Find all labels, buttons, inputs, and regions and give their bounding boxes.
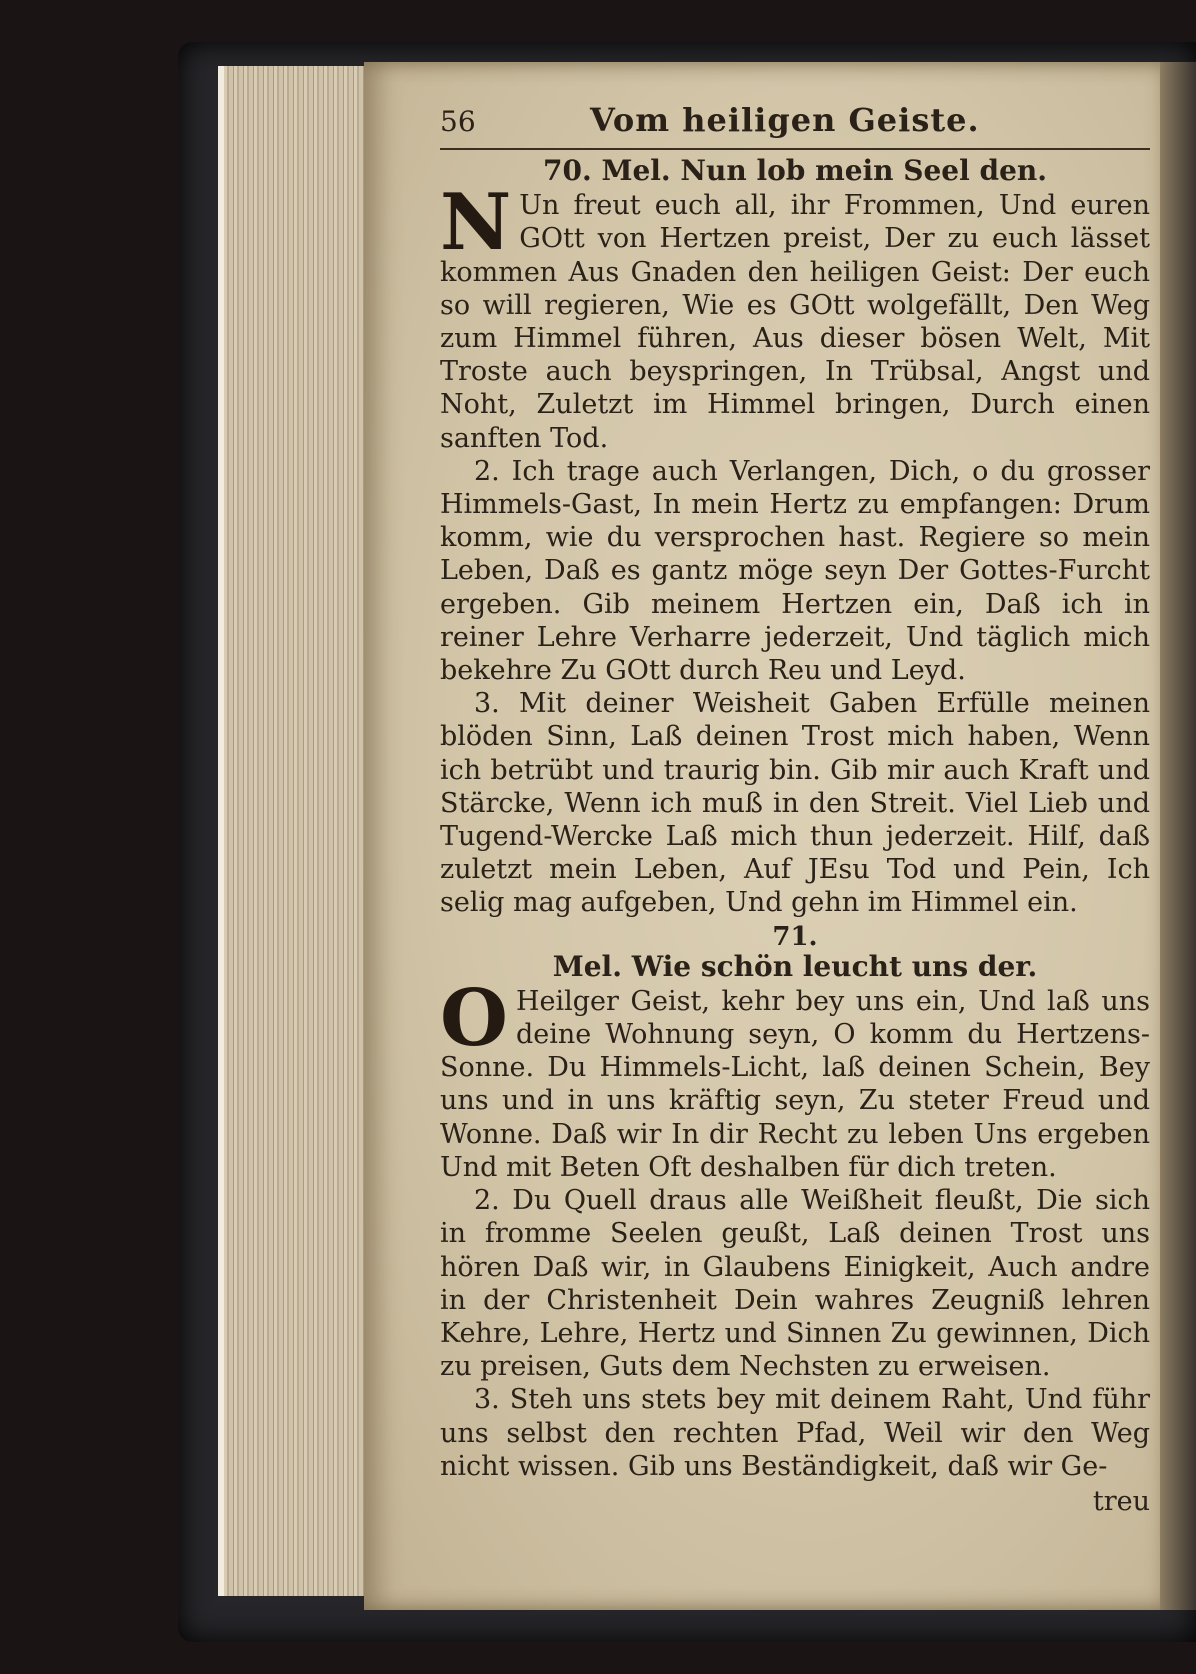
hymn-71-stanza-2: 2. Du Quell draus alle Weißheit fleußt, Die sich in fromme Seelen geußt, Laß deinen Trost uns hören Daß wir, in Glaubens Einigkeit, Auch andre in der Christenheit Dein wahres Zeugniß lehren Kehre, Lehre, Hertz und Sinnen Zu gewinnen, Dich zu preisen, Guts dem Nechsten zu erweisen. bbox=[440, 1185, 1150, 1383]
hymn-71-title: Mel. Wie schön leucht uns der. bbox=[552, 949, 1038, 983]
hymn-70-stanza-1 bbox=[440, 177, 1150, 455]
page-text bbox=[440, 101, 1150, 1518]
hymn-71-number: 71. bbox=[772, 921, 818, 952]
page-edges bbox=[218, 66, 384, 1596]
hymn-70-stanza-2: 2. Ich trage auch Verlangen, Dich, o du grosser Himmels-Gast, In mein Hertz zu empfangen: Drum komm, wie du versprochen hast. Regiere so mein Leben, Daß es gantz möge seyn Der Gottes-Furcht ergeben. Gib meinem Hertzen ein, Daß ich in reiner Lehre Verharre jederzeit, Und täglich mich bekehre Zu GOtt durch Reu und Leyd. bbox=[440, 455, 1150, 687]
book-gutter bbox=[1160, 62, 1196, 1610]
hymn-71-dropcap: O bbox=[440, 972, 508, 1064]
hymn-71-stanza-3: 3. Steh uns stets bey mit deinem Raht, Und führ uns selbst den rechten Pfad, Weil wir den Weg nicht wissen. Gib uns Beständigkeit, daß wir Ge- bbox=[440, 1384, 1150, 1482]
hymn-70-stanza-3: 3. Mit deiner Weisheit Gaben Erfülle meinen blöden Sinn, Laß deinen Trost mich haben, Wenn ich betrübt und traurig bin. Gib mir auch Kraft und Stärcke, Wenn ich muß in den Streit. Viel Lieb und Tugend-Wercke Laß mich thun jederzeit. Hilf, daß zuletzt mein Leben, Auf JEsu Tod und Pein, Ich selig mag aufgeben, Und gehn im Himmel ein. bbox=[440, 688, 1150, 919]
page-number: 56 bbox=[440, 105, 476, 138]
hymn-71-stanza-1 bbox=[440, 972, 1150, 1184]
page-header bbox=[440, 101, 1150, 150]
hymn-71-stanza-1-text: Heilger Geist, kehr bey uns ein, Und laß uns deine Wohnung seyn, O komm du Hertzens-Sonne. Du Himmels-Licht, laß deinen Schein, Bey uns und in uns kräftig seyn, Zu steter Freud und Wonne. Daß wir In dir Recht zu leben Uns ergeben Und mit Beten Oft deshalben für dich treten. bbox=[440, 985, 1150, 1183]
hymn-70-dropcap: N bbox=[440, 177, 512, 269]
hymn-70-title: 70. Mel. Nun lob mein Seel den. bbox=[542, 154, 1047, 187]
running-title: Vom heiligen Geiste. bbox=[590, 101, 980, 139]
catchword: treu bbox=[1092, 1485, 1150, 1517]
hymn-70-stanza-1-text: Un freut euch all, ihr Frommen, Und euren GOtt von Hertzen preist, Der zu euch lässet kommen Aus Gnaden den heiligen Geist: Der euch so will regieren, Wie es GOtt wolgefällt, Den Weg zum Himmel führen, Aus dieser bösen Welt, Mit Troste auch beyspringen, In Trübsal, Angst und Noht, Zuletzt im Himmel bringen, Durch einen sanften Tod. bbox=[440, 190, 1150, 454]
